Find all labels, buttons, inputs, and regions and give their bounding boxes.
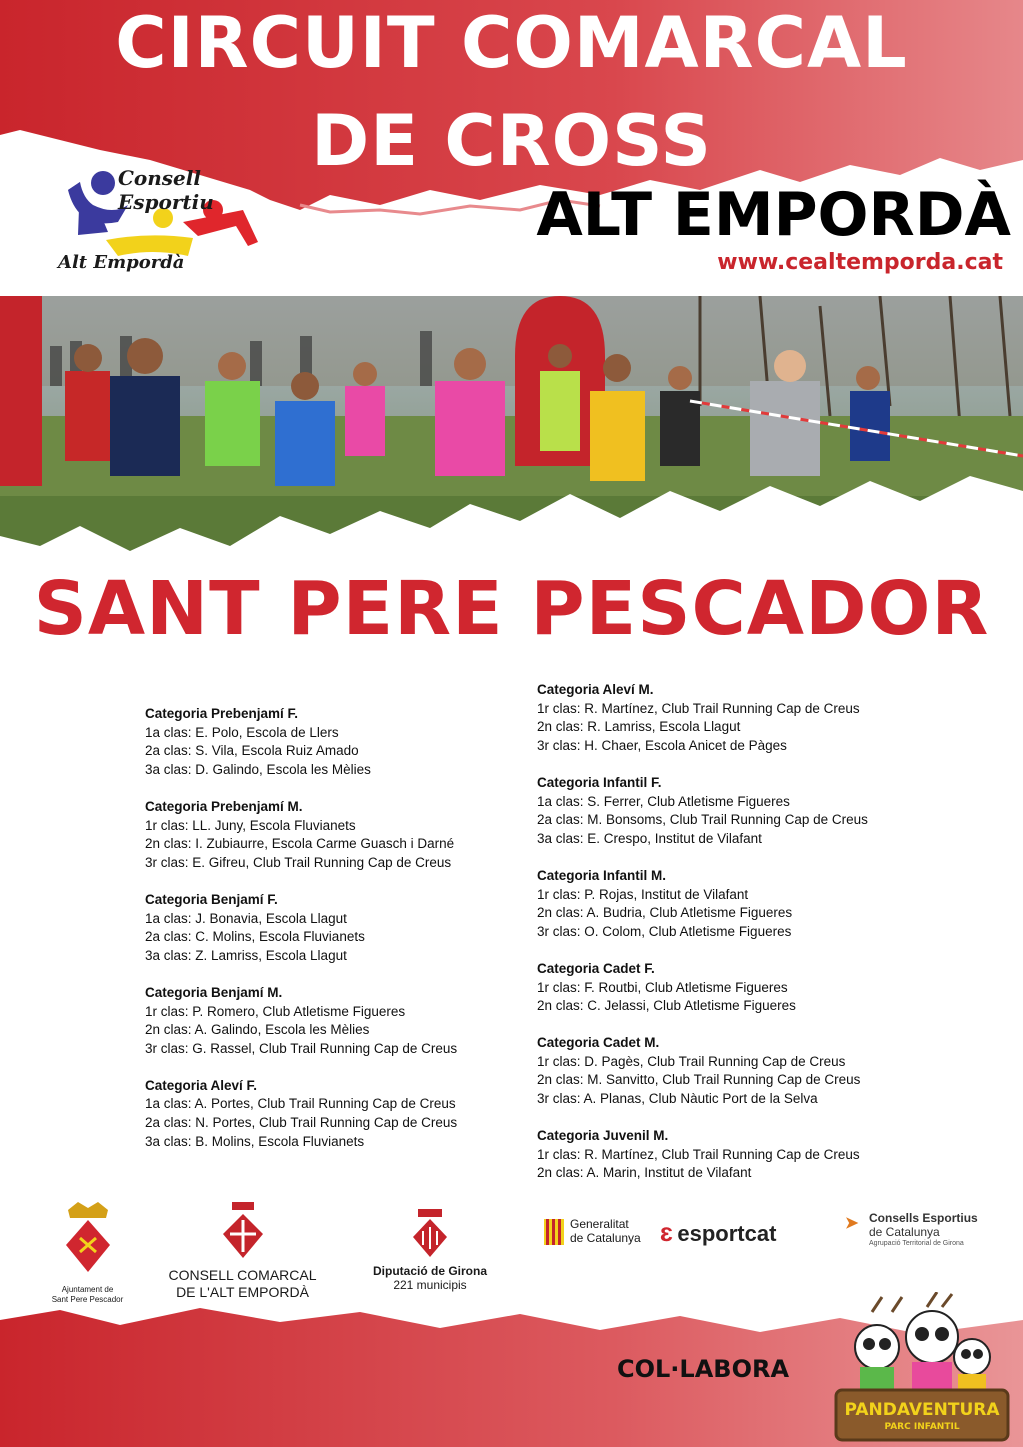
result-line: 3r clas: G. Rassel, Club Trail Running Cap de Creus (145, 1040, 458, 1056)
result-line: 1r clas: P. Rojas, Institut de Vilafant (537, 886, 749, 902)
result-line: 2n clas: A. Marin, Institut de Vilafant (537, 1165, 752, 1181)
result-line: 2a clas: C. Molins, Escola Fluvianets (145, 929, 365, 945)
esportcat-text: esportcat (677, 1221, 777, 1246)
result-line: 3a clas: B. Molins, Escola Fluvianets (145, 1133, 365, 1149)
category-title: Categoria Prebenjamí M. (145, 798, 303, 814)
result-line: 2n clas: M. Sanvitto, Club Trail Running Cap de Creus (537, 1072, 861, 1088)
category-block (537, 960, 957, 1016)
header-banner (0, 0, 1023, 300)
category-block (537, 1034, 957, 1108)
result-line: 1a clas: S. Ferrer, Club Atletisme Figueres (537, 793, 790, 809)
diputacio-logo (365, 1207, 495, 1292)
generalitat-logo (544, 1217, 654, 1245)
photo-illustration (0, 296, 1023, 566)
result-line: 3a clas: Z. Lamriss, Escola Llagut (145, 947, 347, 963)
consells-text-1: Consells Esportius (869, 1211, 978, 1225)
category-block (145, 705, 545, 779)
result-line: 2a clas: S. Vila, Escola Ruiz Amado (145, 743, 359, 759)
generalitat-text-2: de Catalunya (570, 1231, 641, 1245)
title-line-2: DE CROSS (311, 100, 712, 182)
result-line: 2a clas: M. Bonsoms, Club Trail Running Cap de Creus (537, 812, 868, 828)
consell-comarcal-logo (165, 1200, 320, 1301)
category-title: Categoria Infantil F. (537, 774, 662, 790)
consells-text-2: de Catalunya (869, 1225, 940, 1239)
category-block (537, 1127, 957, 1183)
ajuntament-logo (40, 1200, 135, 1305)
result-line: 2n clas: A. Galindo, Escola les Mèlies (145, 1022, 370, 1038)
category-block (145, 798, 545, 872)
logo-text-line2: Alt Empordà (58, 252, 185, 273)
category-title: Categoria Aleví F. (145, 1077, 258, 1093)
result-line: 1a clas: A. Portes, Club Trail Running Cap de Creus (145, 1096, 456, 1112)
consell-esportiu-logo (58, 160, 278, 285)
consell-comarcal-text-2: DE L'ALT EMPORDÀ (176, 1284, 309, 1300)
consells-text-3: Agrupació Territorial de Girona (869, 1240, 964, 1247)
result-line: 3a clas: E. Crespo, Institut de Vilafant (537, 830, 762, 846)
esportcat-logo (660, 1217, 800, 1248)
result-line: 3r clas: E. Gifreu, Club Trail Running Cap de Creus (145, 854, 452, 870)
collabora-label: COL·LABORA (617, 1355, 790, 1383)
category-block (145, 891, 545, 965)
results-column-right (537, 681, 957, 1202)
category-title: Categoria Infantil M. (537, 867, 667, 883)
diputacio-text-2: 221 municipis (393, 1278, 467, 1292)
park-name: PANDAVENTURA (844, 1400, 1000, 1420)
result-line: 1r clas: R. Martínez, Club Trail Running Cap de Creus (537, 1146, 860, 1162)
consells-arrow-icon: ➤ (845, 1215, 859, 1232)
consell-comarcal-text-1: CONSELL COMARCAL (168, 1267, 317, 1283)
result-line: 1r clas: R. Martínez, Club Trail Running Cap de Creus (537, 700, 860, 716)
title-line-1: CIRCUIT COMARCAL (115, 2, 908, 84)
region-title: ALT EMPORDÀ (536, 180, 1011, 250)
result-line: 2n clas: R. Lamriss, Escola Llagut (537, 719, 741, 735)
venue-title: SANT PERE PESCADOR (33, 566, 990, 652)
category-block (537, 867, 957, 941)
result-line: 1r clas: LL. Juny, Escola Fluvianets (145, 817, 356, 833)
logo-text-line1: Consell Esportiu (118, 166, 214, 214)
consells-esportius-logo (845, 1211, 1005, 1249)
results-column-left (145, 705, 545, 1170)
category-title: Categoria Prebenjamí F. (145, 706, 299, 721)
category-block (145, 984, 545, 1058)
municipal-shield-icon (58, 1200, 118, 1280)
category-title: Categoria Benjamí F. (145, 891, 278, 907)
result-line: 2a clas: N. Portes, Club Trail Running Cap de Creus (145, 1115, 458, 1131)
category-block (537, 774, 957, 848)
result-line: 2n clas: I. Zubiaurre, Escola Carme Guasch i Darné (145, 836, 455, 852)
result-line: 2n clas: A. Budria, Club Atletisme Figueres (537, 905, 793, 921)
runners-photo (0, 296, 1023, 566)
result-line: 3r clas: A. Planas, Club Nàutic Port de la Selva (537, 1091, 818, 1107)
diputacio-crest-icon (410, 1207, 450, 1259)
result-line: 1a clas: J. Bonavia, Escola Llagut (145, 910, 347, 926)
diputacio-text-1: Diputació de Girona (372, 1264, 487, 1278)
category-block (537, 681, 957, 755)
result-line: 3r clas: H. Chaer, Escola Anicet de Pàges (537, 737, 787, 753)
result-line: 1a clas: E. Polo, Escola de Llers (145, 724, 339, 740)
category-title: Categoria Cadet M. (537, 1035, 660, 1051)
result-line: 1r clas: D. Pagès, Club Trail Running Cap de Creus (537, 1053, 846, 1069)
category-title: Categoria Cadet F. (537, 960, 655, 976)
sponsors-row (0, 1195, 1023, 1305)
park-subtitle: PARC INFANTIL (884, 1422, 960, 1432)
generalitat-stripes-icon (544, 1219, 564, 1245)
category-block (145, 1077, 545, 1151)
website-link[interactable]: www.cealtemporda.cat (717, 250, 1003, 275)
result-line: 2n clas: C. Jelassi, Club Atletisme Figueres (537, 998, 796, 1014)
generalitat-text-1: Generalitat (570, 1217, 629, 1231)
result-line: 3r clas: O. Colom, Club Atletisme Figueres (537, 923, 792, 939)
category-title: Categoria Aleví M. (537, 682, 654, 697)
result-line: 1r clas: P. Romero, Club Atletisme Figueres (145, 1003, 406, 1019)
result-line: 1r clas: F. Routbi, Club Atletisme Figueres (537, 979, 788, 995)
category-title: Categoria Benjamí M. (145, 984, 283, 1000)
category-title: Categoria Juvenil M. (537, 1128, 669, 1144)
ajuntament-text-2: Sant Pere Pescador (51, 1295, 124, 1304)
result-line: 3a clas: D. Galindo, Escola les Mèlies (145, 761, 371, 777)
consell-comarcal-crest-icon (218, 1200, 268, 1262)
pandaventura-logo (832, 1292, 1012, 1442)
ajuntament-text-1: Ajuntament de (61, 1285, 114, 1294)
esportcat-swoosh-icon: ɛ (660, 1217, 673, 1247)
